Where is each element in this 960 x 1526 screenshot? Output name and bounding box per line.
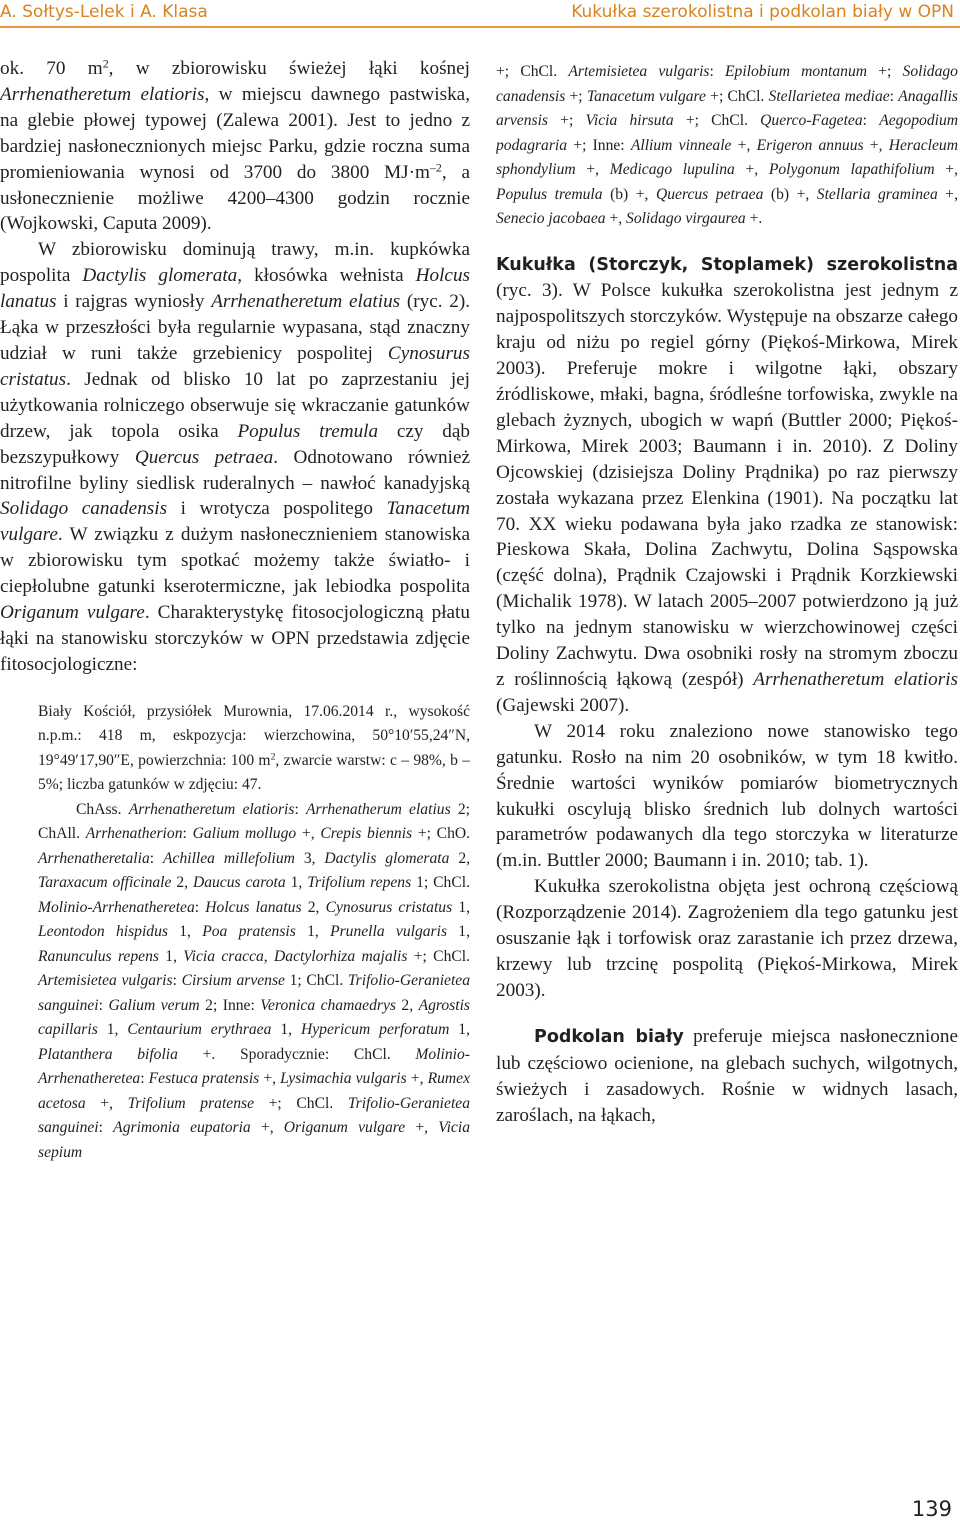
section-pseudorchis-text: preferuje miejsca nasłonecznione lub częściowo ocienione, na glebach suchych, wilgotnych, świeżych i zasadowych. Rośnie w widnych lasach, zaroślach, na łąkach,: [496, 1025, 958, 1126]
releve-species: ChAss. Arrhenatheretum elatioris: Arrhenatherum elatius 2; ChAll. Arrhenatherion: Galium mollugo +, Crepis biennis +; ChO. Arrhenatheretalia: Achillea millefolium 3, Dactylis glomerata 2, Taraxacum officinale 2, Daucus carota 1, Trifolium repens 1; ChCl. Molinio-Arrhenatheretea: Holcus lanatus 2, Cynosurus cristatus 1, Leontodon hispidus 1, Poa pratensis 1, Prunella vulgaris 1, Ranunculus repens 1, Vicia cracca, Dactylorhiza majalis +; ChCl. Artemisietea vulgaris: Cirsium arvense 1; ChCl. Trifolio-Geranietea sanguinei: Galium verum 2; Inne: Veronica chamaedrys 2, Agrostis capillaris 1, Centaurium erythraea 1, Hypericum perforatum 1, Platanthera bifolia +. Sporadycznie: ChCl. Molinio-Arrhenatheretea: Festuca pratensis +, Lysimachia vulgaris +, Rumex acetosa +, Trifolium pratense +; ChCl. Trifolio-Geranietea sanguinei: Agrimonia eupatoria +, Origanum vulgare +, Vicia sepium: [38, 800, 470, 1161]
running-head: [0, 0, 960, 28]
section-pseudorchis: [496, 1024, 958, 1129]
section-heading-pseudorchis: Podkolan biały: [534, 1026, 684, 1047]
body-paragraph-1: ok. 70 $m^2$, w zbiorowisku świeżej łąki kośnej Arrhenatheretum elatioris, w miejscu dawnego pastwiska, na glebie płowej typowej (Zalewa 2001). Jest to jedno z bardziej nasłonecznionych miejsc Parku, gdzie roczna suma promieniowania wynosi od 3700 do 3800 $MJ\cdot m^{-2}$, a usłonecznienie możliwe 4200–4300 godzin rocznie (Wojkowski, Caputa 2009).: [0, 56, 470, 235]
releve-continued: +; ChCl. Artemisietea vulgaris: Epilobium montanum +; Solidago canadensis +; Tanacetum vulgare +; ChCl. Stellarietea mediae: Anagallis arvensis +; Vicia hirsuta +; ChCl. Querco-Fagetea: Aegopodium podagraria +; Inne: Allium vinneale +, Erigeron annuus +, Heracleum sphondylium +, Medicago lupulina +, Polygonum lapathifolium +, Populus tremula (b) +, Quercus petraea (b) +, Stellaria graminea +, Senecio jacobaea +, Solidago virgaurea +.: [496, 63, 958, 227]
releve-continued-block: [496, 60, 958, 232]
releve-intro: Biały Kościół, przysiółek Murownia, 17.06.2014 r., wysokość n.p.m.: 418 m, eskpozycja: wierzchowina, 50°10′55,24″N, 19°49′17,90″E, powierzchnia: 100 $m^2$, zwarcie warstw: c – 98%, b – 5%; liczba gatunków w zdjęciu: 47.: [38, 702, 470, 794]
section-heading-dactylorhiza: Kukułka (Storczyk, Stoplamek) szerokolistna: [496, 254, 958, 275]
section-dactylorhiza-paragraph-2: W 2014 roku znaleziono nowe stanowisko tego gatunku. Rosło na nim 20 osobników, w tym 18 kwitło. Średnie wartości wyników pomiarów biometrycznych kukułki oscylują blisko średnich lub dolnych wartości parametrów podawanych dla tego storczyka w literaturze (m.in. Buttler 2000; Baumann i in. 2010; tab. 1).: [496, 720, 958, 872]
section-dactylorhiza-paragraph-3: Kukułka szerokolistna objęta jest ochroną częściową (Rozporządzenie 2014). Zagrożeniem dla tego gatunku jest osuszanie łąk i torfowisk oraz zarastanie ich przez drzewa, krzewy lub trzcinę pospolitą (Piękoś-Mirkowa, Mirek 2003).: [496, 876, 958, 1001]
body-paragraph-2: W zbiorowisku dominują trawy, m.in. kupkówka pospolita Dactylis glomerata, kłosówka wełnista Holcus lanatus i rajgras wyniosły Arrhenatheretum elatius (ryc. 2). Łąka w przeszłości była regularnie wypasana, stąd znaczny udział w runi także grzebienicy pospolitej Cynosurus cristatus. Jednak od blisko 10 lat po zaprzestaniu jej użytkowania rolniczego obserwuje się wkraczanie gatunków drzew, jak topola osika Populus tremula czy dąb bezszypułkowy Quercus petraea. Odnotowano również nitrofilne byliny siedlisk ruderalnych – nawłoć kanadyjską Solidago canadensis i wrotycza pospolitego Tanacetum vulgare. W związku z dużym nasłonecznieniem stanowiska w zbiorowisku tym spotkać możemy także światło- i ciepłolubne gatunki kserotermiczne, jak lebiodka pospolita Origanum vulgare. Charakterystykę fitosocjologiczną płatu łąki na stanowisku storczyków w OPN przedstawia zdjęcie fitosocjologiczne:: [0, 239, 470, 675]
phytosociological-releve: [0, 700, 470, 1166]
running-head-authors: A. Sołtys-Lelek i A. Klasa: [0, 2, 208, 22]
section-dactylorhiza: [496, 252, 958, 719]
page-number: 139: [911, 1497, 952, 1521]
running-head-title: Kukułka szerokolistna i podkolan biały w OPN: [571, 2, 954, 22]
header-rule: [0, 26, 960, 28]
left-column: [0, 56, 470, 1476]
right-column: [496, 60, 958, 1476]
section-dactylorhiza-text: (ryc. 3). W Polsce kukułka szerokolistna jest jednym z najpospolitszych storczyków. Występuje na obszarze całego kraju od niżu po regiel górny (Piękoś-Mirkowa, Mirek 2003). Preferuje mokre i wilgotne łąki, obszary źródliskowe, młaki, bagna, śródleśne torfowiska, zwykle na glebach żyznych, ubogich w wapń (Buttler 2000; Piękoś-Mirkowa, Mirek 2003; Baumann i in. 2010). Z Doliny Ojcowskiej (dzisiejsza Doliny Prądnika) po raz pierwszy została wykazana przez Elenkina (1901). Na początku lat 70. XX wieku podawana była jako rzadka ze stanowisk: Pieskowa Skała, Dolina Zachwytu, Dolina Sąspowska (część dolna), Prądnik Czajowski i Prądnik Korzkiewski (Michalik 1978). W latach 2005–2007 potwierdzono ją już tylko na jednym stanowisku w wierzchowinowej części Doliny Zachwytu. Dwa osobniki rosły na stromym zboczu z roślinnością łąkową (zespół) Arrhenatheretum elatioris (Gajewski 2007).: [496, 280, 958, 716]
